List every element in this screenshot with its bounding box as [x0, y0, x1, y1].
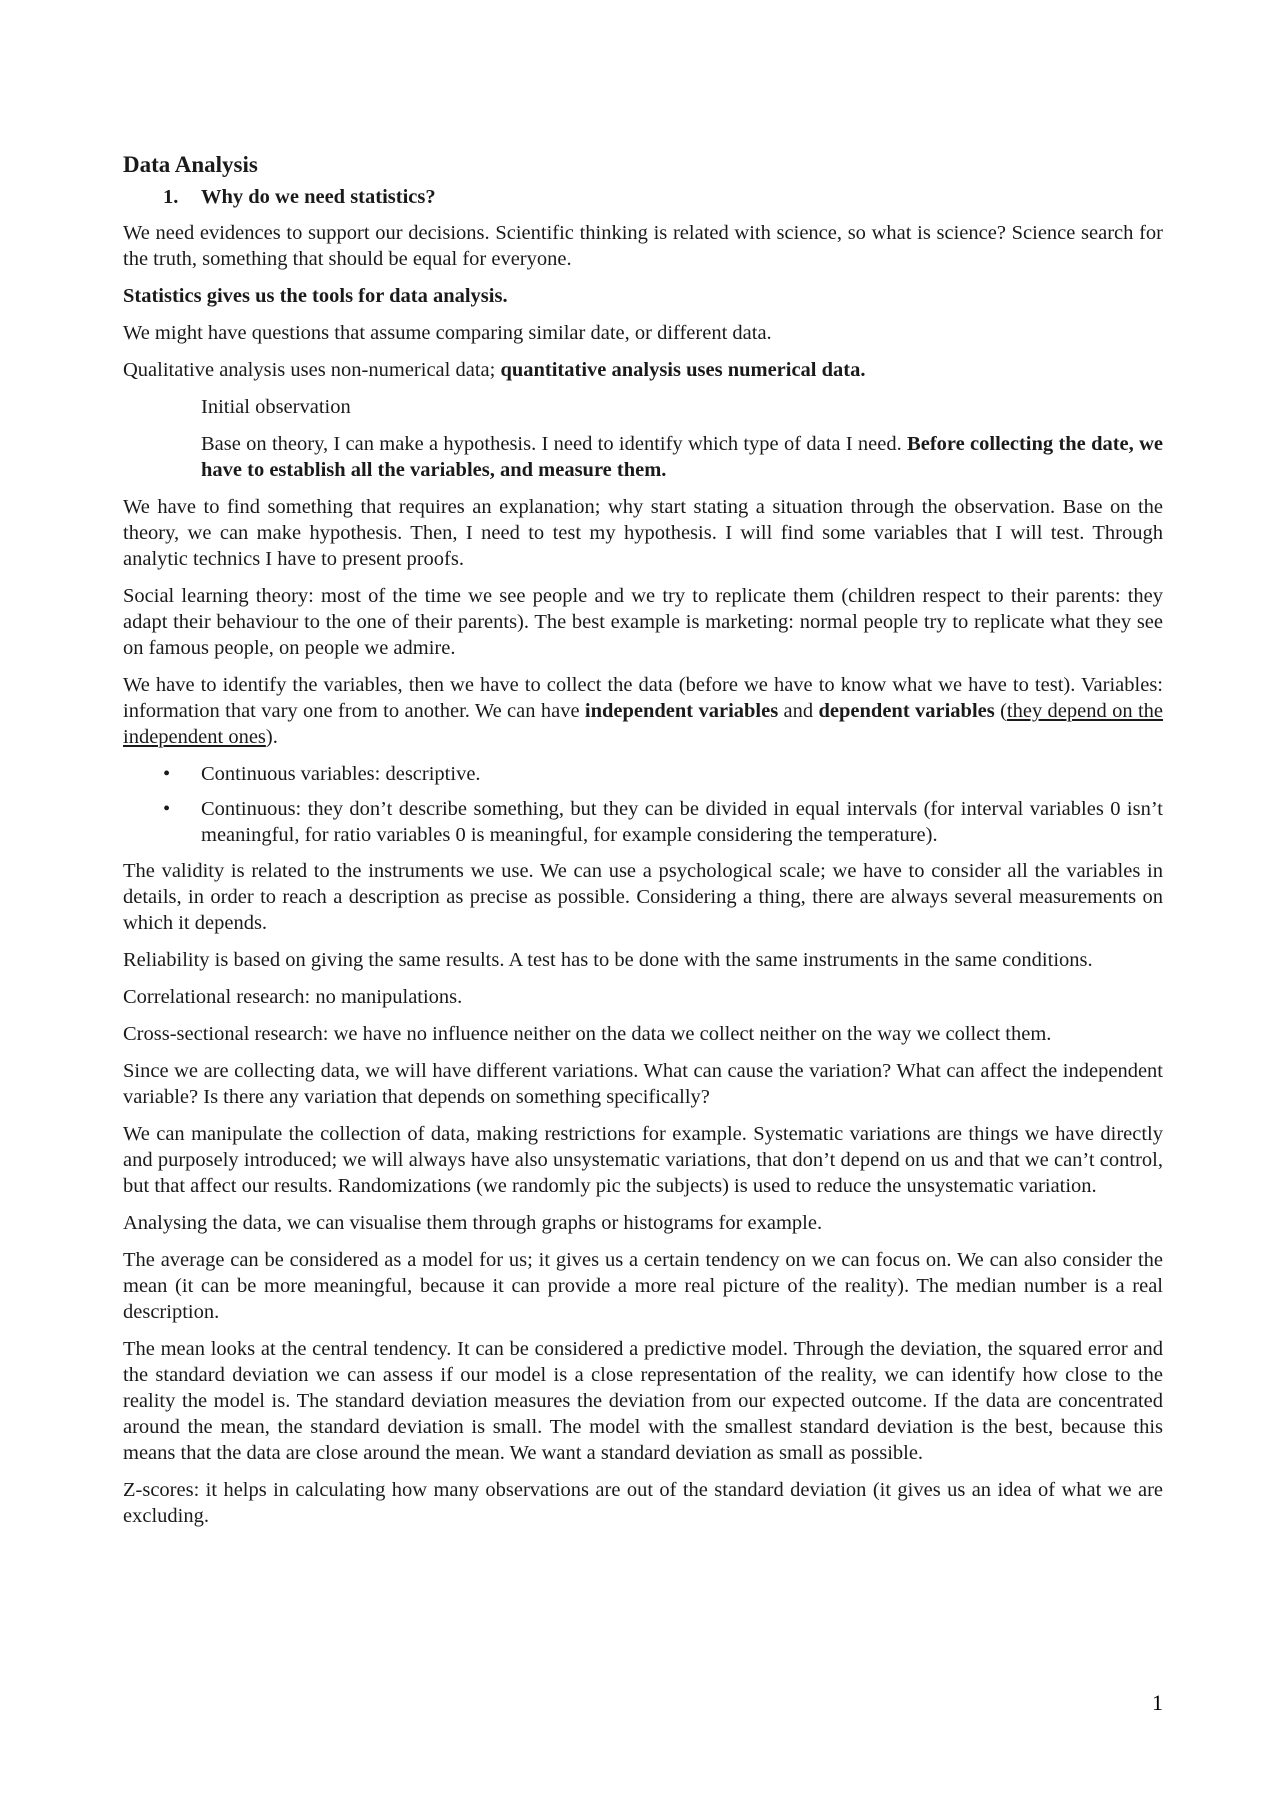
paragraph-qualitative [123, 357, 1163, 383]
quantitative-bold: quantitative analysis uses numerical data. [500, 359, 866, 381]
bold-statistics-tools: Statistics gives us the tools for data analysis. [123, 285, 508, 307]
bullet-icon: • [163, 763, 171, 785]
bullet-text: Continuous variables: descriptive. [201, 763, 481, 785]
bullet-list [123, 761, 1163, 848]
section-heading-text: Why do we need statistics? [201, 186, 436, 208]
section-heading [123, 184, 1163, 210]
variables-paren-open: ( [994, 700, 1007, 722]
dependent-variables-bold: dependent variables [818, 700, 995, 722]
bullet-text: Continuous: they don’t describe something, but they can be divided in equal intervals (for interval variables 0 isn’t meaningful, for ratio variables 0 is meaningful, for example considering the temperature). [201, 798, 1163, 846]
hypothesis-text: Base on theory, I can make a hypothesis. I need to identify which type of data I need. [201, 433, 908, 455]
paragraph-variables [123, 672, 1163, 750]
variables-paren-close: ). [265, 726, 278, 748]
paragraph-cross-sectional: Cross-sectional research: we have no influence neither on the data we collect neither on the way we collect them. [123, 1023, 1052, 1045]
paragraph-questions: We might have questions that assume comparing similar date, or different data. [123, 322, 772, 344]
paragraph-social-learning: Social learning theory: most of the time we see people and we try to replicate them (children respect to their parents: they adapt their behaviour to the one of their parents). The best example is marketing: normal people try to replicate what they see on famous people, on people we admire. [123, 585, 1163, 659]
paragraph-statistics-tools [123, 283, 1163, 309]
paragraph-z-scores: Z-scores: it helps in calculating how many observations are out of the standard deviation (it gives us an idea of what we are excluding. [123, 1479, 1163, 1527]
paragraph-manipulation: We can manipulate the collection of data, making restrictions for example. Systematic variations are things we have directly and purposely introduced; we will always have also unsystematic variations, that don’t depend on us and that we can’t control, but that affect our results. Randomizations (we randomly pic the subjects) is used to reduce the unsystematic variation. [123, 1123, 1163, 1197]
dependent-note-underlined: they depend on the independent ones [123, 700, 1163, 748]
independent-variables-bold: independent variables [584, 700, 779, 722]
variables-text: We have to identify the variables, then we have to collect the data (before we have to know what we have to test). Variables: information that vary one from to another. We can have [123, 674, 1163, 722]
variables-and: and [778, 700, 819, 722]
hypothesis-bold: Before collecting the date, we have to establish all the variables, and measure them. [201, 433, 1163, 481]
page-number: 1 [1152, 1690, 1163, 1715]
indented-initial-observation: Initial observation [201, 396, 351, 418]
paragraph-reliability: Reliability is based on giving the same results. A test has to be done with the same instruments in the same conditions. [123, 949, 1093, 971]
section-number: 1. [163, 186, 179, 208]
paragraph-average: The average can be considered as a model for us; it gives us a certain tendency on we can focus on. We can also consider the mean (it can be more meaningful, because it can provide a more real picture of the reality). The median number is a real description. [123, 1249, 1163, 1323]
paragraph-explanation: We have to find something that requires an explanation; why start stating a situation through the observation. Base on the theory, we can make hypothesis. Then, I need to test my hypothesis. I will find some variables that I will test. Through analytic technics I have to present proofs. [123, 496, 1163, 570]
paragraph-visualise: Analysing the data, we can visualise them through graphs or histograms for example. [123, 1212, 823, 1234]
document-title: Data Analysis [123, 152, 258, 177]
paragraph-validity: The validity is related to the instruments we use. We can use a psychological scale; we have to consider all the variables in details, in order to reach a description as precise as possible. Considering a thing, there are always several measurements on which it depends. [123, 860, 1163, 934]
indented-hypothesis [123, 431, 1163, 483]
paragraph-variations: Since we are collecting data, we will have different variations. What can cause the variation? What can affect the independent variable? Is there any variation that depends on something specifically? [123, 1060, 1163, 1108]
bullet-icon: • [163, 798, 171, 820]
list-item [123, 796, 1163, 848]
paragraph-mean: The mean looks at the central tendency. It can be considered a predictive model. Through the deviation, the squared error and the standard deviation we can assess if our model is a close representation of the reality, we can identify how close to the reality the model is. The standard deviation measures the deviation from our expected outcome. If the data are concentrated around the mean, the standard deviation is small. The model with the smallest standard deviation is the best, because this means that the data are close around the mean. We want a standard deviation as small as possible. [123, 1338, 1163, 1464]
document-page [123, 150, 1163, 1540]
qualitative-text: Qualitative analysis uses non-numerical data; [123, 359, 501, 381]
list-item [123, 761, 1163, 787]
paragraph-evidences: We need evidences to support our decisions. Scientific thinking is related with science, so what is science? Science search for the truth, something that should be equal for everyone. [123, 222, 1163, 270]
paragraph-correlational: Correlational research: no manipulations. [123, 986, 463, 1008]
